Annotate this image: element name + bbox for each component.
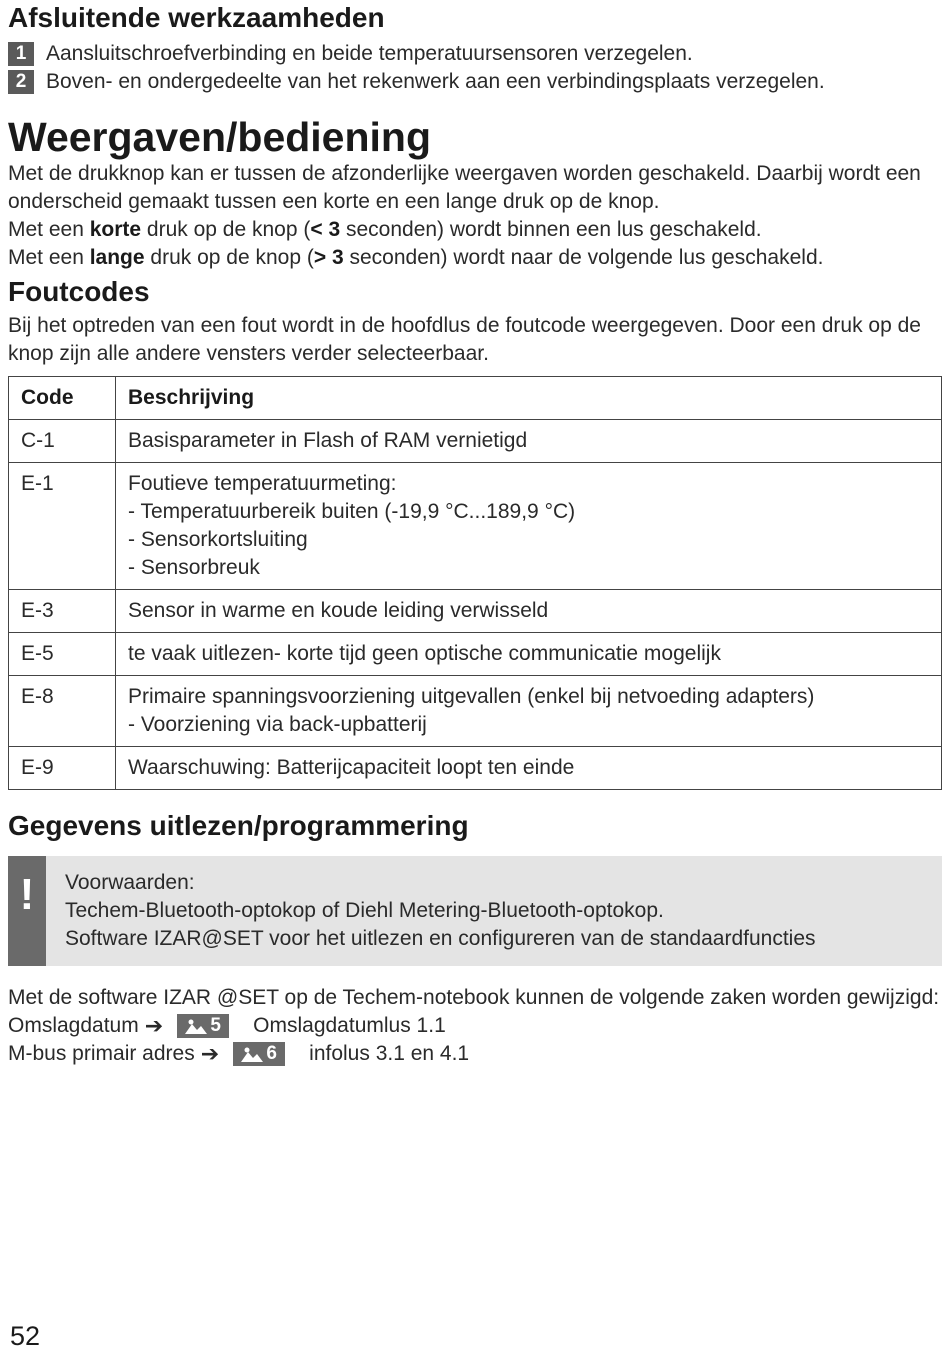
error-description-cell: Sensor in warme en koude leiding verwisseld bbox=[116, 590, 942, 633]
error-code-cell: E-3 bbox=[9, 590, 116, 633]
setting-row bbox=[8, 1012, 942, 1040]
setting-row bbox=[8, 1040, 942, 1068]
image-icon bbox=[185, 1018, 207, 1034]
image-icon bbox=[241, 1046, 263, 1062]
step-number-badge: 2 bbox=[8, 70, 34, 94]
figure-reference-badge: 5 bbox=[177, 1014, 229, 1038]
error-code-cell: E-1 bbox=[9, 463, 116, 590]
table-row bbox=[9, 747, 942, 790]
long-press-paragraph: Met een lange druk op de knop (> 3 seconden) wordt naar de volgende lus geschakeld. bbox=[8, 246, 824, 269]
table-row bbox=[9, 676, 942, 747]
step-text: Aansluitschroefverbinding en beide temperatuursensoren verzegelen. bbox=[46, 42, 693, 65]
setting-target: Omslagdatumlus 1.1 bbox=[253, 1014, 446, 1037]
note-text: Voorwaarden: Techem-Bluetooth-optokop of Diehl Metering-Bluetooth-optokop. Software IZAR@SET voor het uitlezen en configureren van de standaardfuncties bbox=[65, 871, 816, 950]
section-title-error-codes: Foutcodes bbox=[8, 276, 150, 307]
column-header-description: Beschrijving bbox=[116, 377, 942, 420]
figure-reference-badge: 6 bbox=[233, 1042, 285, 1066]
step-text: Boven- en ondergedeelte van het rekenwerk aan een verbindingsplaats verzegelen. bbox=[46, 70, 825, 93]
error-code-cell: E-9 bbox=[9, 747, 116, 790]
column-header-code: Code bbox=[9, 377, 116, 420]
section-title-closing-work: Afsluitende werkzaamheden bbox=[8, 2, 385, 33]
setting-label: M-bus primair adres bbox=[8, 1042, 195, 1065]
table-row bbox=[9, 590, 942, 633]
page-number: 52 bbox=[10, 1321, 41, 1351]
section-title-display-operation: Weergaven/bediening bbox=[8, 114, 432, 160]
arrow-right-icon: ➔ bbox=[200, 1041, 220, 1066]
section-title-data-readout: Gegevens uitlezen/programmering bbox=[8, 810, 469, 841]
error-description-cell: Waarschuwing: Batterijcapaciteit loopt ten einde bbox=[116, 747, 942, 790]
error-description-cell: te vaak uitlezen- korte tijd geen optische communicatie mogelijk bbox=[116, 633, 942, 676]
short-press-paragraph: Met een korte druk op de knop (< 3 seconden) wordt binnen een lus geschakeld. bbox=[8, 218, 762, 241]
display-intro-paragraph: Met de drukknop kan er tussen de afzonderlijke weergaven worden geschakeld. Daarbij wordt een onderscheid gemaakt tussen een korte en een lange druk op de knop. bbox=[8, 162, 921, 213]
error-description-cell: Basisparameter in Flash of RAM vernietigd bbox=[116, 420, 942, 463]
document-page bbox=[8, 0, 942, 1068]
steps-list bbox=[8, 40, 942, 96]
step-number-badge: 1 bbox=[8, 42, 34, 66]
error-codes-table bbox=[8, 376, 942, 790]
setting-label: Omslagdatum bbox=[8, 1014, 139, 1037]
error-code-cell: C-1 bbox=[9, 420, 116, 463]
error-description-cell: Foutieve temperatuurmeting: - Temperatuurbereik buiten (-19,9 °C...189,9 °C) - Sensorkortsluiting - Sensorbreuk bbox=[116, 463, 942, 590]
table-row bbox=[9, 463, 942, 590]
arrow-right-icon: ➔ bbox=[144, 1013, 164, 1038]
table-row bbox=[9, 633, 942, 676]
exclamation-icon: ! bbox=[8, 856, 46, 966]
step-item bbox=[8, 68, 942, 96]
error-code-cell: E-5 bbox=[9, 633, 116, 676]
setting-target: infolus 3.1 en 4.1 bbox=[309, 1042, 470, 1065]
software-paragraph: Met de software IZAR @SET op de Techem-notebook kunnen de volgende zaken worden gewijzigd: bbox=[8, 986, 940, 1009]
step-item bbox=[8, 40, 942, 68]
table-header-row bbox=[9, 377, 942, 420]
error-codes-paragraph: Bij het optreden van een fout wordt in de hoofdlus de foutcode weergegeven. Door een druk op de knop zijn alle andere vensters verder selecteerbaar. bbox=[8, 314, 921, 365]
prerequisites-note bbox=[8, 856, 942, 966]
error-code-cell: E-8 bbox=[9, 676, 116, 747]
error-description-cell: Primaire spanningsvoorziening uitgevallen (enkel bij netvoeding adapters) - Voorziening via back-upbatterij bbox=[116, 676, 942, 747]
table-row bbox=[9, 420, 942, 463]
